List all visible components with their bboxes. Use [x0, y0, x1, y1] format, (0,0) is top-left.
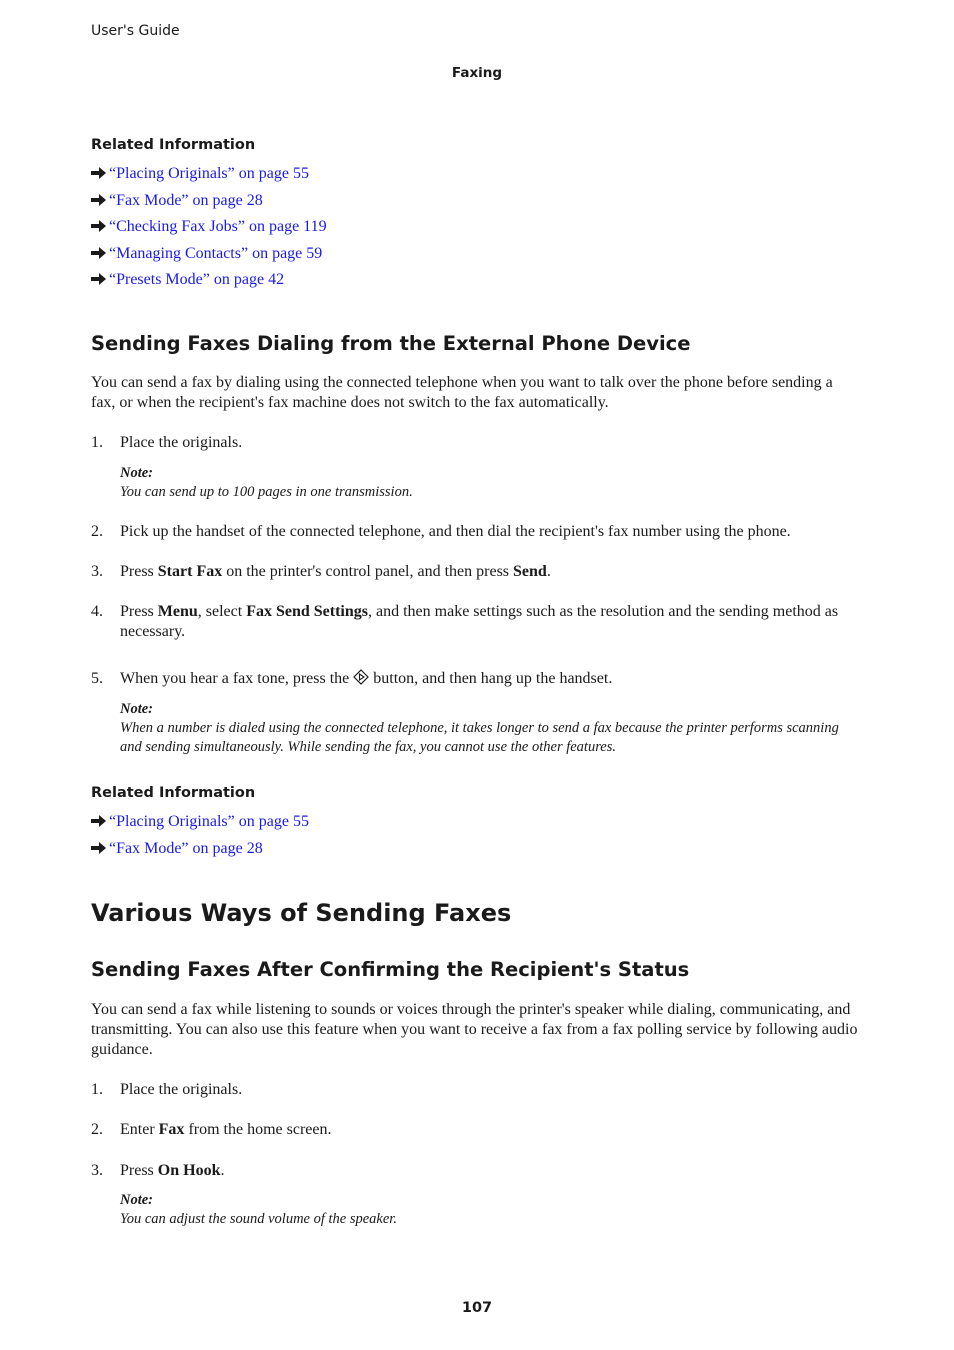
related-link[interactable]: “Checking Fax Jobs” on page 119 [109, 218, 327, 235]
ui-term: Send [513, 563, 547, 580]
note-label: Note: [120, 465, 154, 481]
note-label: Note: [120, 1192, 154, 1208]
step-number: 2. [91, 523, 103, 540]
section-intro: You can send a fax by dialing using the connected telephone when you want to talk over the phone before sending a fax, or when the recipient's fax machine does not switch to the fax automatically. [91, 374, 833, 411]
step-item [91, 669, 861, 689]
related-link-item[interactable] [91, 813, 309, 840]
note-label: Note: [120, 701, 154, 717]
related-link-item[interactable] [91, 192, 327, 219]
step-text-part: on the printer's control panel, and then press [222, 563, 514, 580]
related-links-list [91, 165, 327, 298]
step-number: 5. [91, 670, 103, 687]
step-text [120, 562, 861, 582]
arrow-right-icon [91, 842, 106, 854]
related-link-item[interactable] [91, 271, 327, 298]
step-item [91, 602, 861, 642]
related-link[interactable]: “Placing Originals” on page 55 [109, 165, 309, 182]
step-item [91, 433, 861, 453]
step-text-part: When you hear a fax tone, press the [120, 670, 354, 687]
ui-term: Menu [157, 603, 198, 620]
related-link-item[interactable] [91, 840, 309, 867]
step-number: 4. [91, 603, 103, 620]
ui-term: Start Fax [157, 563, 223, 580]
note-box [120, 464, 860, 502]
arrow-right-icon [91, 167, 106, 179]
step-text [120, 1161, 861, 1181]
ui-term: Fax [158, 1121, 185, 1138]
step-item [91, 1120, 861, 1140]
step-text-part: Press [120, 563, 158, 580]
note-box [120, 700, 860, 757]
note-text: You can send up to 100 pages in one transmission. [120, 484, 413, 500]
step-text: Pick up the handset of the connected telephone, and then dial the recipient's fax number using the phone. [120, 523, 791, 540]
section-heading: Sending Faxes Dialing from the External Phone Device [91, 332, 691, 355]
step-text-part: , and then make settings such as the resolution and the sending method as necessary. [120, 603, 839, 640]
step-text-part: Press [120, 1162, 158, 1179]
step-text-part: , select [197, 603, 247, 620]
start-diamond-icon [353, 669, 369, 685]
step-number: 3. [91, 1162, 103, 1179]
related-link[interactable]: “Placing Originals” on page 55 [109, 813, 309, 830]
note-text: When a number is dialed using the connected telephone, it takes longer to send a fax because the printer performs scanning and sending simultaneously. While sending the fax, you cannot use the other features. [120, 720, 839, 755]
arrow-right-icon [91, 273, 106, 285]
related-link[interactable]: “Fax Mode” on page 28 [109, 839, 263, 857]
section-heading: Sending Faxes After Confirming the Recipient's Status [91, 958, 690, 981]
related-links-list [91, 813, 309, 866]
step-number: 2. [91, 1121, 103, 1138]
step-text [120, 1120, 861, 1140]
chapter-heading: Various Ways of Sending Faxes [91, 899, 512, 927]
step-number: 1. [91, 434, 103, 451]
step-text-part: Enter [120, 1121, 159, 1138]
related-link[interactable]: “Presets Mode” on page 42 [109, 271, 285, 288]
step-number: 1. [91, 1081, 103, 1098]
related-link-item[interactable] [91, 218, 327, 245]
step-text-part: . [546, 563, 551, 580]
arrow-right-icon [91, 247, 106, 259]
note-box [120, 1191, 860, 1229]
related-link[interactable]: “Managing Contacts” on page 59 [109, 244, 323, 262]
related-info-title: Related Information [91, 785, 256, 801]
step-text-part: button, and then hang up the handset. [369, 670, 613, 687]
step-item [91, 1080, 861, 1100]
step-text [120, 669, 861, 689]
related-link-item[interactable] [91, 245, 327, 272]
step-text [120, 602, 861, 642]
arrow-right-icon [91, 815, 106, 827]
related-link[interactable]: “Fax Mode” on page 28 [109, 191, 263, 209]
header-guide-title: User's Guide [91, 23, 180, 39]
step-text: Place the originals. [120, 434, 243, 451]
step-text: Place the originals. [120, 1081, 243, 1098]
arrow-right-icon [91, 194, 106, 206]
related-info-title: Related Information [91, 137, 256, 153]
note-text: You can adjust the sound volume of the speaker. [120, 1211, 397, 1227]
ui-term: On Hook [157, 1162, 221, 1179]
step-text-part: . [220, 1162, 225, 1179]
step-item [91, 562, 861, 582]
step-item [91, 1161, 861, 1181]
related-link-item[interactable] [91, 165, 327, 192]
arrow-right-icon [91, 220, 106, 232]
page-number: 107 [461, 1300, 493, 1316]
step-number: 3. [91, 563, 103, 580]
step-text-part: Press [120, 603, 158, 620]
step-item [91, 522, 861, 542]
step-text-part: from the home screen. [184, 1121, 332, 1138]
header-section-title: Faxing [451, 65, 503, 81]
ui-term: Fax Send Settings [246, 603, 368, 620]
section-intro: You can send a fax while listening to sounds or voices through the printer's speaker while dialing, communicating, and transmitting. You can also use this feature when you want to receive a fax from a fax polling service by following audio guidance. [91, 1001, 858, 1058]
